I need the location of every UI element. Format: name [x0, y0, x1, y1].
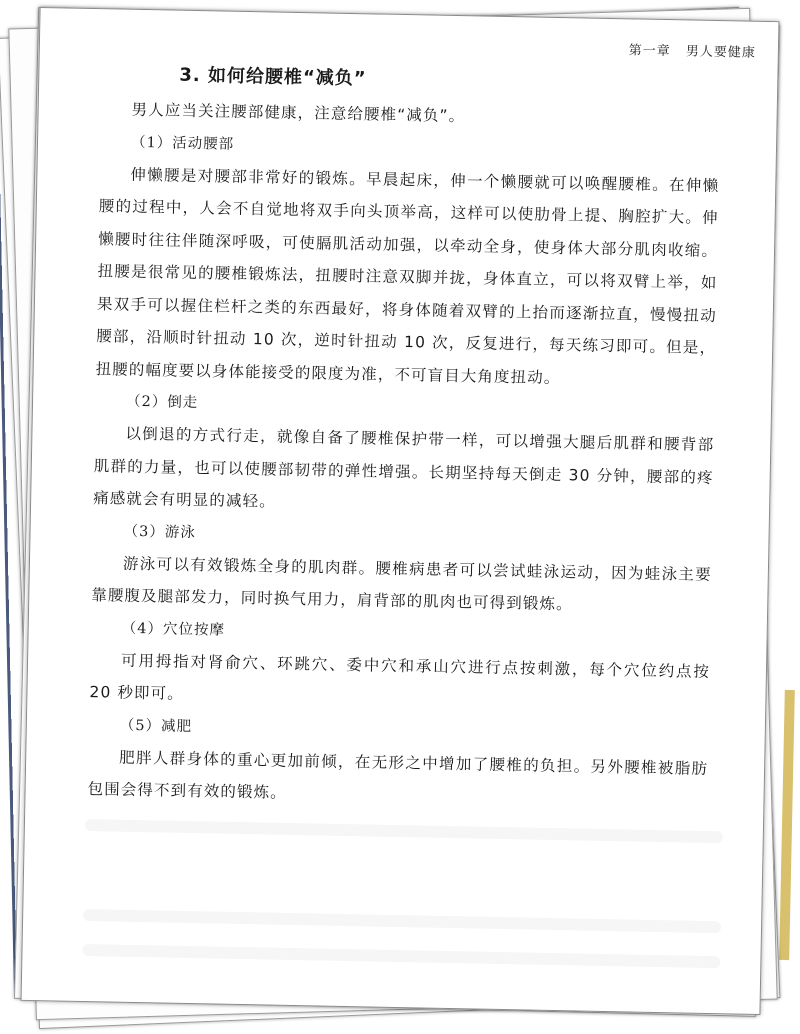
chapter-number: 第一章: [628, 43, 671, 60]
section-intro: 男人应当关注腰部健康，注意给腰椎“减负”。: [131, 100, 466, 126]
item-heading-2: （2）倒走: [125, 393, 199, 412]
chapter-title: 男人要健康: [685, 44, 756, 61]
item-heading-5: （5）减肥: [119, 717, 193, 735]
page-content: [87, 59, 721, 817]
section-title: 3. 如何给腰椎“减负”: [179, 64, 367, 90]
bleed-through-text: [82, 944, 720, 968]
running-header: [619, 39, 757, 61]
item-body-3: 游泳可以有效锻炼全身的肌肉群。腰椎病患者可以尝试蛙泳运动，因为蛙泳主要靠腰腹及腿部发力，同时换气用力，肩背部的肌肉也可得到锻炼。: [91, 554, 713, 614]
item-heading-4: （4）穴位按摩: [121, 620, 226, 639]
book-cover-edge-right: [779, 690, 795, 960]
item-heading-3: （3）游泳: [123, 523, 196, 541]
bleed-through-text: [83, 909, 721, 933]
book-page: [21, 7, 780, 1015]
item-body-5: 肥胖人群身体的重心更加前倾，在无形之中增加了腰椎的负担。另外腰椎被脂肪包围会得不到有效的锻炼。: [87, 748, 709, 802]
item-body-2: 以倒退的方式行走，就像自备了腰椎保护带一样，可以增强大腿后肌群和腰背部肌群的力量，也可以使腰部韧带的弹性增强。长期坚持每天倒走 30 分钟，腰部的疼痛感就会有明显的减轻。: [93, 424, 715, 511]
item-body-4: 可用拇指对肾俞穴、环跳穴、委中穴和承山穴进行点按刺激，每个穴位约点按 20 秒即可。: [89, 651, 711, 703]
bleed-through-text: [85, 819, 723, 843]
item-body-1: 伸懒腰是对腰部非常好的锻炼。早晨起床，伸一个懒腰就可以唤醒腰椎。在伸懒腰的过程中，人会不自觉地将双手向头顶举高，这样可以使肋骨上提、胸腔扩大。伸懒腰时往往伴随深呼吸，可使膈肌活动加强，以牵动全身，使身体大部分肌肉收缩。扭腰是很常见的腰椎锻炼法，扭腰时注意双脚并拢，身体直立，可以将双臂上举，如果双手可以握住栏杆之类的东西最好，将身体随着双臂的上抬而逐渐拉直，慢慢扭动腰部，沿顺时针扭动 10 次，逆时针扭动 10 次，反复进行，每天练习即可。但是，扭腰的幅度要以身体能接受的限度为准，不可盲目大角度扭动。: [95, 165, 720, 387]
item-heading-1: （1）活动腰部: [130, 134, 235, 153]
